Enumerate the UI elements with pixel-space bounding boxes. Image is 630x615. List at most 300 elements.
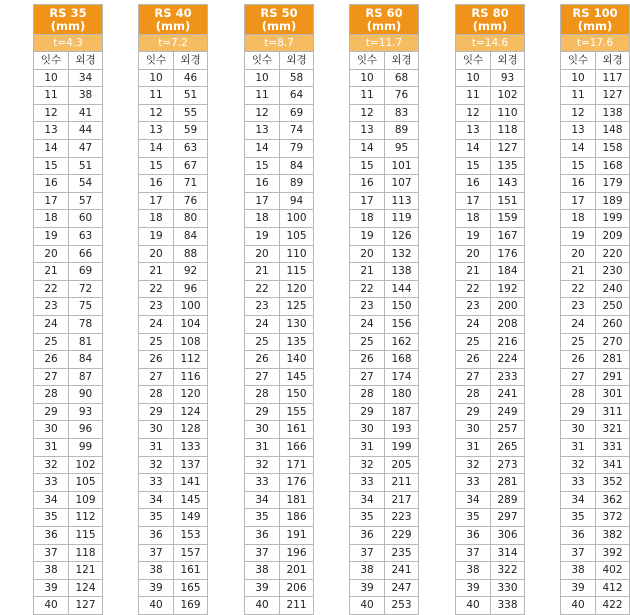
teeth-count: 32 bbox=[245, 456, 280, 474]
outer-diameter: 58 bbox=[280, 69, 314, 87]
outer-diameter: 330 bbox=[491, 579, 525, 597]
teeth-count: 22 bbox=[456, 280, 491, 298]
thickness-label: t=7.2 bbox=[139, 35, 208, 52]
outer-diameter: 230 bbox=[596, 263, 630, 281]
teeth-count: 20 bbox=[561, 245, 596, 263]
table-row bbox=[561, 210, 630, 228]
outer-diameter: 402 bbox=[596, 562, 630, 580]
table-row bbox=[350, 175, 419, 193]
teeth-count: 40 bbox=[350, 597, 385, 615]
table-row bbox=[561, 333, 630, 351]
table-row bbox=[561, 439, 630, 457]
teeth-count: 14 bbox=[34, 139, 69, 157]
table-row bbox=[456, 122, 525, 140]
table-row bbox=[245, 474, 314, 492]
teeth-count: 20 bbox=[245, 245, 280, 263]
table-row bbox=[34, 579, 103, 597]
outer-diameter: 125 bbox=[280, 298, 314, 316]
outer-diameter: 352 bbox=[596, 474, 630, 492]
outer-diameter: 199 bbox=[596, 210, 630, 228]
teeth-count: 37 bbox=[139, 544, 174, 562]
outer-diameter: 166 bbox=[280, 439, 314, 457]
teeth-count: 17 bbox=[139, 192, 174, 210]
outer-diameter: 88 bbox=[174, 245, 208, 263]
teeth-count: 13 bbox=[34, 122, 69, 140]
outer-diameter: 291 bbox=[596, 368, 630, 386]
outer-diameter: 223 bbox=[385, 509, 419, 527]
teeth-count: 19 bbox=[456, 227, 491, 245]
outer-diameter: 96 bbox=[174, 280, 208, 298]
thickness-label: t=17.6 bbox=[561, 35, 630, 52]
teeth-count: 14 bbox=[456, 139, 491, 157]
table-row bbox=[350, 227, 419, 245]
outer-diameter: 338 bbox=[491, 597, 525, 615]
teeth-count: 36 bbox=[139, 527, 174, 545]
teeth-count: 25 bbox=[350, 333, 385, 351]
table-row bbox=[34, 280, 103, 298]
teeth-count: 38 bbox=[245, 562, 280, 580]
outer-diameter: 220 bbox=[596, 245, 630, 263]
outer-diameter: 124 bbox=[69, 579, 103, 597]
teeth-count: 16 bbox=[456, 175, 491, 193]
outer-diameter: 105 bbox=[69, 474, 103, 492]
table-row bbox=[34, 157, 103, 175]
outer-diameter: 112 bbox=[69, 509, 103, 527]
table-row bbox=[350, 245, 419, 263]
table-row bbox=[139, 579, 208, 597]
table-row bbox=[456, 139, 525, 157]
outer-diameter: 81 bbox=[69, 333, 103, 351]
teeth-count: 38 bbox=[456, 562, 491, 580]
teeth-count: 35 bbox=[456, 509, 491, 527]
table-row bbox=[456, 280, 525, 298]
table-row bbox=[245, 210, 314, 228]
outer-diameter: 150 bbox=[280, 386, 314, 404]
teeth-count: 26 bbox=[34, 351, 69, 369]
table-row bbox=[139, 104, 208, 122]
outer-diameter: 120 bbox=[174, 386, 208, 404]
outer-diameter: 138 bbox=[596, 104, 630, 122]
teeth-count: 21 bbox=[245, 263, 280, 281]
outer-diameter: 161 bbox=[280, 421, 314, 439]
outer-diameter: 121 bbox=[69, 562, 103, 580]
table-row bbox=[350, 579, 419, 597]
teeth-count: 38 bbox=[34, 562, 69, 580]
table-row bbox=[561, 579, 630, 597]
outer-diameter: 34 bbox=[69, 69, 103, 87]
teeth-count: 39 bbox=[456, 579, 491, 597]
outer-diameter: 87 bbox=[69, 368, 103, 386]
teeth-count: 26 bbox=[350, 351, 385, 369]
table-row bbox=[139, 280, 208, 298]
outer-diameter: 392 bbox=[596, 544, 630, 562]
teeth-count: 14 bbox=[245, 139, 280, 157]
teeth-count: 19 bbox=[350, 227, 385, 245]
table-row bbox=[139, 456, 208, 474]
teeth-count: 36 bbox=[350, 527, 385, 545]
table-row bbox=[245, 280, 314, 298]
outer-diameter: 63 bbox=[69, 227, 103, 245]
teeth-count: 10 bbox=[139, 69, 174, 87]
outer-diameter: 169 bbox=[174, 597, 208, 615]
teeth-count: 34 bbox=[245, 491, 280, 509]
table-row bbox=[245, 456, 314, 474]
teeth-count: 27 bbox=[350, 368, 385, 386]
table-row bbox=[561, 386, 630, 404]
table-row bbox=[350, 456, 419, 474]
table-row bbox=[350, 333, 419, 351]
table-row bbox=[34, 298, 103, 316]
outer-diameter: 55 bbox=[174, 104, 208, 122]
teeth-count: 18 bbox=[139, 210, 174, 228]
table-row bbox=[139, 509, 208, 527]
table-row bbox=[139, 544, 208, 562]
table-row bbox=[245, 69, 314, 87]
teeth-count: 11 bbox=[139, 87, 174, 105]
outer-diameter: 133 bbox=[174, 439, 208, 457]
teeth-count: 34 bbox=[561, 491, 596, 509]
teeth-count: 16 bbox=[245, 175, 280, 193]
outer-diameter: 115 bbox=[69, 527, 103, 545]
teeth-count: 31 bbox=[350, 439, 385, 457]
teeth-count: 27 bbox=[561, 368, 596, 386]
outer-diameter: 108 bbox=[174, 333, 208, 351]
teeth-count: 30 bbox=[561, 421, 596, 439]
table-header bbox=[139, 5, 208, 35]
table-row bbox=[34, 210, 103, 228]
outer-diameter: 289 bbox=[491, 491, 525, 509]
outer-diameter: 80 bbox=[174, 210, 208, 228]
table-row bbox=[139, 87, 208, 105]
outer-diameter: 201 bbox=[280, 562, 314, 580]
table-row bbox=[561, 157, 630, 175]
outer-diameter: 187 bbox=[385, 403, 419, 421]
teeth-count: 15 bbox=[139, 157, 174, 175]
outer-diameter: 301 bbox=[596, 386, 630, 404]
outer-diameter: 105 bbox=[280, 227, 314, 245]
chain-table-5 bbox=[560, 4, 630, 615]
outer-diameter: 127 bbox=[596, 87, 630, 105]
teeth-count: 15 bbox=[350, 157, 385, 175]
table-row bbox=[561, 474, 630, 492]
teeth-count: 28 bbox=[34, 386, 69, 404]
table-row bbox=[456, 439, 525, 457]
table-row bbox=[350, 210, 419, 228]
teeth-count: 18 bbox=[34, 210, 69, 228]
outer-diameter: 46 bbox=[174, 69, 208, 87]
outer-diameter: 159 bbox=[491, 210, 525, 228]
teeth-count: 30 bbox=[34, 421, 69, 439]
outer-diameter: 51 bbox=[69, 157, 103, 175]
outer-diameter: 89 bbox=[385, 122, 419, 140]
table-row bbox=[456, 474, 525, 492]
table-row bbox=[561, 104, 630, 122]
teeth-count: 39 bbox=[245, 579, 280, 597]
teeth-count: 21 bbox=[561, 263, 596, 281]
teeth-count: 39 bbox=[561, 579, 596, 597]
outer-diameter: 72 bbox=[69, 280, 103, 298]
teeth-count: 17 bbox=[350, 192, 385, 210]
teeth-count: 23 bbox=[139, 298, 174, 316]
outer-diameter: 235 bbox=[385, 544, 419, 562]
outer-diameter: 156 bbox=[385, 315, 419, 333]
table-row bbox=[245, 579, 314, 597]
teeth-count: 14 bbox=[139, 139, 174, 157]
table-header bbox=[245, 5, 314, 35]
table-row bbox=[245, 104, 314, 122]
table-row bbox=[456, 104, 525, 122]
table-row bbox=[456, 403, 525, 421]
teeth-count: 24 bbox=[561, 315, 596, 333]
outer-diameter: 265 bbox=[491, 439, 525, 457]
teeth-count: 11 bbox=[561, 87, 596, 105]
teeth-count: 21 bbox=[34, 263, 69, 281]
teeth-count: 39 bbox=[350, 579, 385, 597]
outer-diameter: 196 bbox=[280, 544, 314, 562]
teeth-count: 22 bbox=[350, 280, 385, 298]
table-row bbox=[350, 509, 419, 527]
outer-diameter: 192 bbox=[491, 280, 525, 298]
column-header-teeth: 잇수 bbox=[456, 52, 491, 70]
table-row bbox=[350, 474, 419, 492]
outer-diameter: 314 bbox=[491, 544, 525, 562]
teeth-count: 40 bbox=[34, 597, 69, 615]
outer-diameter: 44 bbox=[69, 122, 103, 140]
teeth-count: 27 bbox=[34, 368, 69, 386]
teeth-count: 30 bbox=[139, 421, 174, 439]
teeth-count: 23 bbox=[34, 298, 69, 316]
teeth-count: 18 bbox=[561, 210, 596, 228]
outer-diameter: 171 bbox=[280, 456, 314, 474]
thickness-label: t=14.6 bbox=[456, 35, 525, 52]
table-row bbox=[139, 122, 208, 140]
teeth-count: 36 bbox=[561, 527, 596, 545]
outer-diameter: 102 bbox=[69, 456, 103, 474]
table-row bbox=[245, 245, 314, 263]
teeth-count: 28 bbox=[139, 386, 174, 404]
table-row bbox=[350, 104, 419, 122]
unit-label: (mm) bbox=[366, 19, 402, 33]
table-row bbox=[350, 139, 419, 157]
teeth-count: 36 bbox=[245, 527, 280, 545]
outer-diameter: 153 bbox=[174, 527, 208, 545]
teeth-count: 37 bbox=[34, 544, 69, 562]
teeth-count: 29 bbox=[350, 403, 385, 421]
chain-title: RS 60 bbox=[365, 6, 403, 20]
outer-diameter: 167 bbox=[491, 227, 525, 245]
table-row bbox=[245, 315, 314, 333]
outer-diameter: 216 bbox=[491, 333, 525, 351]
teeth-count: 13 bbox=[456, 122, 491, 140]
teeth-count: 36 bbox=[34, 527, 69, 545]
outer-diameter: 158 bbox=[596, 139, 630, 157]
outer-diameter: 119 bbox=[385, 210, 419, 228]
teeth-count: 34 bbox=[350, 491, 385, 509]
teeth-count: 24 bbox=[245, 315, 280, 333]
unit-label: (mm) bbox=[577, 19, 613, 33]
teeth-count: 23 bbox=[456, 298, 491, 316]
outer-diameter: 90 bbox=[69, 386, 103, 404]
teeth-count: 25 bbox=[561, 333, 596, 351]
table-row bbox=[139, 597, 208, 615]
table-row bbox=[34, 263, 103, 281]
outer-diameter: 76 bbox=[174, 192, 208, 210]
teeth-count: 26 bbox=[139, 351, 174, 369]
outer-diameter: 208 bbox=[491, 315, 525, 333]
teeth-count: 12 bbox=[561, 104, 596, 122]
teeth-count: 22 bbox=[561, 280, 596, 298]
teeth-count: 39 bbox=[34, 579, 69, 597]
table-row bbox=[34, 562, 103, 580]
outer-diameter: 249 bbox=[491, 403, 525, 421]
outer-diameter: 362 bbox=[596, 491, 630, 509]
teeth-count: 21 bbox=[350, 263, 385, 281]
teeth-count: 31 bbox=[561, 439, 596, 457]
teeth-count: 37 bbox=[245, 544, 280, 562]
teeth-count: 29 bbox=[139, 403, 174, 421]
thickness-label: t=8.7 bbox=[245, 35, 314, 52]
outer-diameter: 84 bbox=[69, 351, 103, 369]
teeth-count: 18 bbox=[245, 210, 280, 228]
outer-diameter: 110 bbox=[491, 104, 525, 122]
table-row bbox=[561, 280, 630, 298]
outer-diameter: 206 bbox=[280, 579, 314, 597]
outer-diameter: 155 bbox=[280, 403, 314, 421]
table-header bbox=[561, 5, 630, 35]
teeth-count: 19 bbox=[245, 227, 280, 245]
outer-diameter: 281 bbox=[491, 474, 525, 492]
outer-diameter: 322 bbox=[491, 562, 525, 580]
outer-diameter: 412 bbox=[596, 579, 630, 597]
teeth-count: 19 bbox=[34, 227, 69, 245]
teeth-count: 18 bbox=[350, 210, 385, 228]
outer-diameter: 100 bbox=[280, 210, 314, 228]
outer-diameter: 94 bbox=[280, 192, 314, 210]
column-header-outer-diameter: 외경 bbox=[491, 52, 525, 70]
table-row bbox=[456, 544, 525, 562]
outer-diameter: 382 bbox=[596, 527, 630, 545]
table-row bbox=[561, 175, 630, 193]
table-row bbox=[350, 439, 419, 457]
outer-diameter: 71 bbox=[174, 175, 208, 193]
chain-title: RS 100 bbox=[572, 6, 618, 20]
outer-diameter: 257 bbox=[491, 421, 525, 439]
teeth-count: 32 bbox=[350, 456, 385, 474]
table-row bbox=[350, 562, 419, 580]
outer-diameter: 109 bbox=[69, 491, 103, 509]
table-row bbox=[350, 544, 419, 562]
outer-diameter: 145 bbox=[174, 491, 208, 509]
teeth-count: 12 bbox=[350, 104, 385, 122]
table-row bbox=[561, 263, 630, 281]
teeth-count: 17 bbox=[34, 192, 69, 210]
table-row bbox=[245, 157, 314, 175]
table-row bbox=[245, 386, 314, 404]
teeth-count: 14 bbox=[561, 139, 596, 157]
table-row bbox=[456, 227, 525, 245]
unit-label: (mm) bbox=[155, 19, 191, 33]
table-row bbox=[139, 403, 208, 421]
teeth-count: 11 bbox=[34, 87, 69, 105]
teeth-count: 17 bbox=[456, 192, 491, 210]
outer-diameter: 180 bbox=[385, 386, 419, 404]
outer-diameter: 240 bbox=[596, 280, 630, 298]
table-row bbox=[139, 263, 208, 281]
table-row bbox=[34, 104, 103, 122]
table-row bbox=[456, 509, 525, 527]
table-row bbox=[561, 562, 630, 580]
teeth-count: 35 bbox=[561, 509, 596, 527]
outer-diameter: 241 bbox=[385, 562, 419, 580]
teeth-count: 21 bbox=[456, 263, 491, 281]
outer-diameter: 149 bbox=[174, 509, 208, 527]
teeth-count: 38 bbox=[561, 562, 596, 580]
table-row bbox=[561, 597, 630, 615]
outer-diameter: 281 bbox=[596, 351, 630, 369]
table-row bbox=[350, 597, 419, 615]
outer-diameter: 250 bbox=[596, 298, 630, 316]
table-row bbox=[34, 245, 103, 263]
table-row bbox=[350, 421, 419, 439]
outer-diameter: 64 bbox=[280, 87, 314, 105]
teeth-count: 24 bbox=[34, 315, 69, 333]
table-row bbox=[561, 245, 630, 263]
table-row bbox=[456, 175, 525, 193]
table-row bbox=[139, 210, 208, 228]
table-row bbox=[139, 175, 208, 193]
outer-diameter: 116 bbox=[174, 368, 208, 386]
teeth-count: 12 bbox=[245, 104, 280, 122]
outer-diameter: 135 bbox=[280, 333, 314, 351]
table-row bbox=[350, 280, 419, 298]
teeth-count: 32 bbox=[139, 456, 174, 474]
table-row bbox=[561, 491, 630, 509]
column-header-teeth: 잇수 bbox=[139, 52, 174, 70]
teeth-count: 32 bbox=[456, 456, 491, 474]
table-row bbox=[561, 139, 630, 157]
table-row bbox=[350, 157, 419, 175]
teeth-count: 12 bbox=[34, 104, 69, 122]
outer-diameter: 95 bbox=[385, 139, 419, 157]
table-row bbox=[350, 87, 419, 105]
table-row bbox=[561, 509, 630, 527]
outer-diameter: 145 bbox=[280, 368, 314, 386]
teeth-count: 10 bbox=[350, 69, 385, 87]
table-row bbox=[139, 421, 208, 439]
teeth-count: 15 bbox=[34, 157, 69, 175]
teeth-count: 24 bbox=[350, 315, 385, 333]
outer-diameter: 186 bbox=[280, 509, 314, 527]
table-row bbox=[139, 386, 208, 404]
table-row bbox=[456, 579, 525, 597]
outer-diameter: 93 bbox=[69, 403, 103, 421]
outer-diameter: 135 bbox=[491, 157, 525, 175]
outer-diameter: 127 bbox=[69, 597, 103, 615]
teeth-count: 20 bbox=[456, 245, 491, 263]
outer-diameter: 168 bbox=[385, 351, 419, 369]
table-row bbox=[139, 491, 208, 509]
table-row bbox=[456, 263, 525, 281]
table-row bbox=[34, 403, 103, 421]
outer-diameter: 157 bbox=[174, 544, 208, 562]
table-row bbox=[34, 527, 103, 545]
teeth-count: 25 bbox=[139, 333, 174, 351]
outer-diameter: 113 bbox=[385, 192, 419, 210]
outer-diameter: 63 bbox=[174, 139, 208, 157]
table-row bbox=[245, 544, 314, 562]
chain-title: RS 40 bbox=[154, 6, 192, 20]
table-row bbox=[350, 386, 419, 404]
